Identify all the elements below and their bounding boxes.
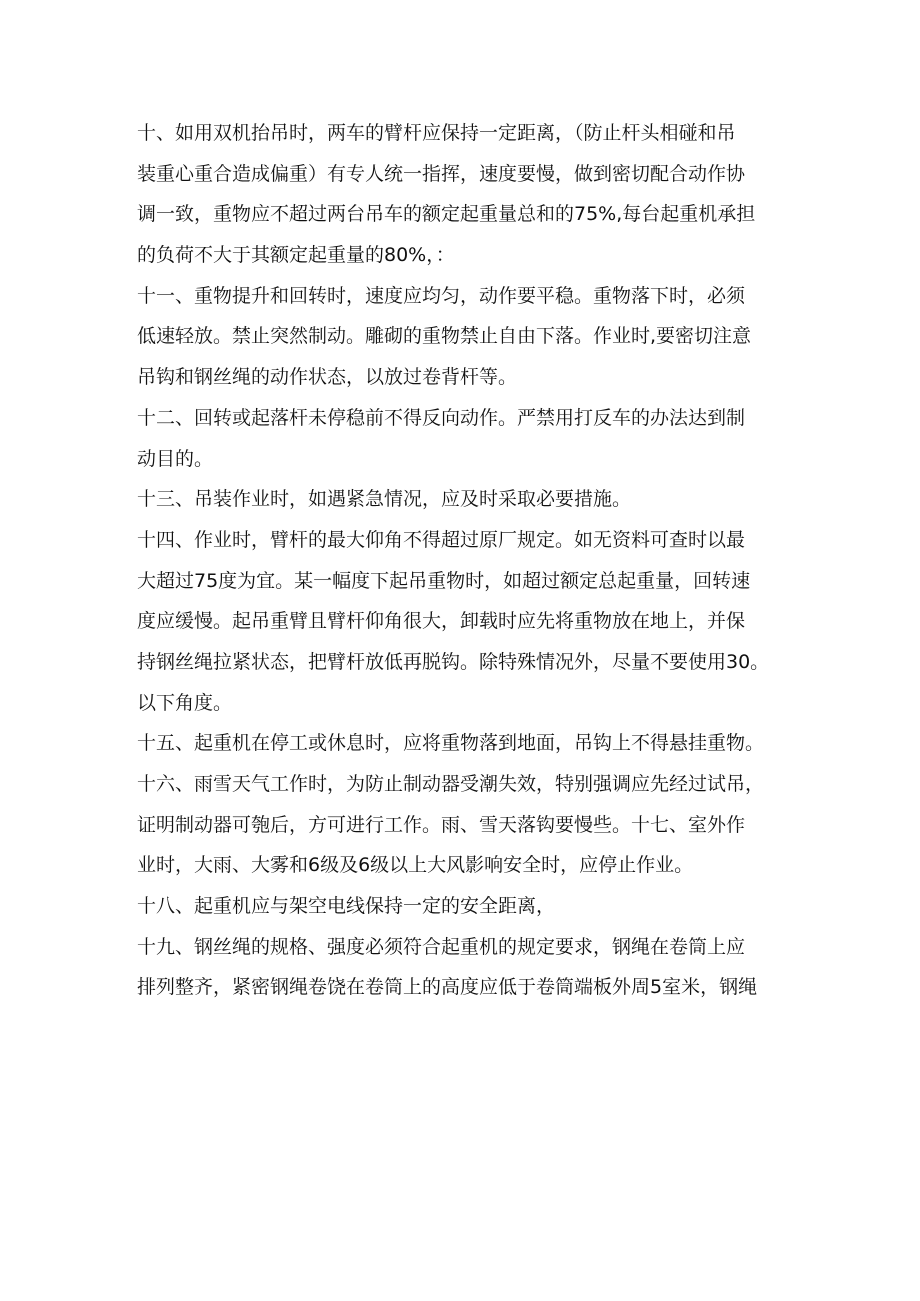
text-line: 十九、钢丝绳的规格、强度必须符合起重机的规定要求，钢绳在卷筒上应: [137, 935, 746, 958]
text-line: 十五、起重机在停工或休息时，应将重物落到地面，吊钩上不得悬挂重物。: [137, 732, 765, 755]
text-line: 度应缓慢。起吊重臂且臂杆仰角很大，卸载时应先将重物放在地上，并保: [137, 610, 746, 633]
text-line: 以下角度。: [137, 691, 233, 714]
text-line: 十八、起重机应与架空电线保持一定的安全距离，: [137, 895, 556, 918]
text-line: 动目的。: [137, 447, 214, 470]
text-line: 排列整齐，紧密钢绳卷饶在卷筒上的高度应低于卷筒端板外周5室米，钢绳: [137, 976, 758, 999]
text-line: 持钢丝绳拉紧状态，把臂杆放低再脱钩。除特殊情况外，尽量不要使用30。: [137, 650, 770, 673]
body-text: [137, 113, 809, 1008]
text-line: 十、如用双机抬吊时，两车的臂杆应保持一定距离，（防止杆头相碰和吊: [137, 122, 736, 144]
text-line: 业时，大雨、大雾和6级及6级以上大风影响安全时，应停止作业。: [137, 854, 694, 877]
text-line: 证明制动器可匏后，方可进行工作。雨、雪天落钩要慢些。十七、室外作: [137, 813, 746, 836]
text-line: 十六、雨雪天气工作时，为防止制动器受潮失效，特别强调应先经过试吊，: [137, 773, 765, 795]
text-line: 低速轻放。禁止突然制动。雕砌的重物禁止自由下落。作业时,要密切注意: [137, 325, 752, 348]
text-line: 的负荷不大于其额定起重量的80%，：: [137, 244, 455, 267]
text-line: 十二、回转或起落杆未停稳前不得反向动作。严禁用打反车的办法达到制: [137, 406, 746, 429]
text-line: 调一致，重物应不超过两台吊车的额定起重量总和的75%,每台起重机承担: [137, 203, 756, 226]
text-line: 十一、重物提升和回转时，速度应均匀，动作要平稳。重物落下时，必须: [137, 284, 746, 307]
text-line: 十三、吊装作业时，如遇紧急情况，应及时采取必要措施。: [137, 488, 632, 511]
text-line: 装重心重合造成偏重）有专人统一指挥，速度要慢，做到密切配合动作协: [137, 162, 746, 185]
text-line: 吊钩和钢丝绳的动作状态，以放过卷背杆等。: [137, 366, 518, 389]
text-line: 十四、作业时，臂杆的最大仰角不得超过原厂规定。如无资料可查时以最: [137, 528, 746, 551]
text-line: 大超过75度为宜。某一幅度下起吊重物时，如超过额定总起重量，回转速: [137, 569, 751, 592]
